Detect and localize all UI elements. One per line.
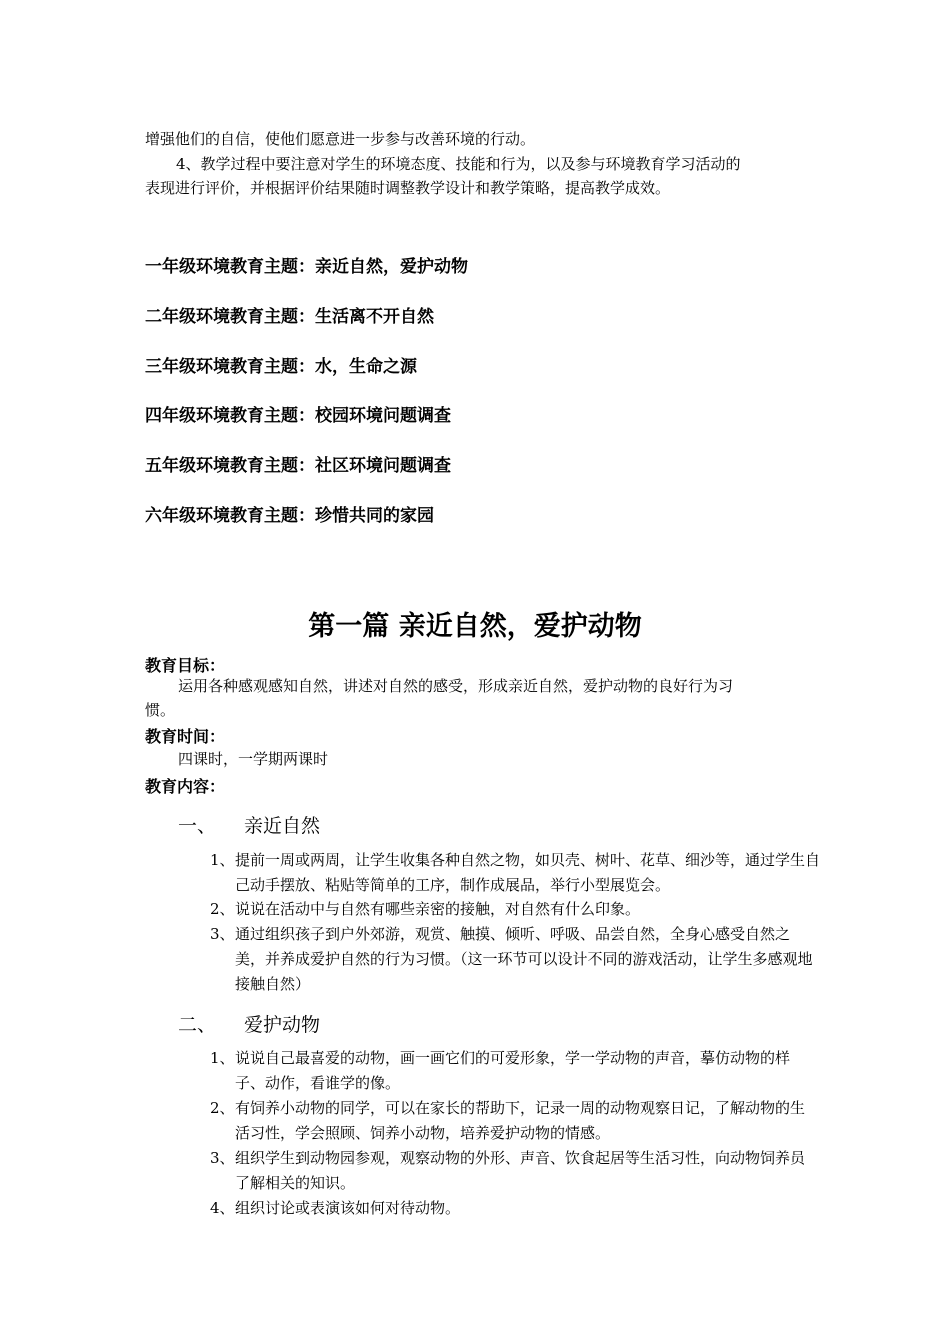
item-text: 提前一周或两周，让学生收集各种自然之物，如贝壳、树叶、花草、细沙等，通过学生自己动手摆放、粘贴等简单的工序，制作成展品，举行小型展览会。 [235,851,821,894]
section-number: 一、 [178,815,217,837]
intro-line-2: 4、教学过程中要注意对学生的环境态度、技能和行为，以及参与环境教育学习活动的 [176,155,741,173]
chapter-title: 第一篇 亲近自然，爱护动物 [308,611,642,642]
section-number: 二、 [178,1014,217,1036]
section-title: 亲近自然 [244,815,321,837]
section-heading [178,811,320,838]
theme-grade-6: 六年级环境教育主题：珍惜共同的家园 [145,506,434,526]
item-text: 有饲养小动物的同学，可以在家长的帮助下，记录一周的动物观察日记，了解动物的生活习性，学会照顾、饲养小动物，培养爱护动物的情感。 [235,1099,806,1142]
section-heading [178,1010,320,1037]
theme-grade-4: 四年级环境教育主题：校园环境问题调查 [145,406,451,426]
item-number: 3、 [210,1149,235,1167]
time-label: 教育时间： [145,727,226,746]
item-text: 说说自己最喜爱的动物，画一画它们的可爱形象，学一学动物的声音，摹仿动物的样子、动作，看谁学的像。 [235,1049,791,1092]
item-number: 3、 [210,925,235,943]
item-number: 1、 [210,851,235,869]
theme-grade-2: 二年级环境教育主题：生活离不开自然 [145,307,434,327]
goal-label: 教育目标： [145,656,226,675]
theme-grade-3: 三年级环境教育主题：水，生命之源 [145,357,417,377]
intro-line-1: 增强他们的自信，使他们愿意进一步参与改善环境的行动。 [145,130,536,148]
time-text: 四课时，一学期两课时 [178,750,329,768]
item-number: 4、 [210,1199,235,1217]
item-number: 1、 [210,1049,235,1067]
item-text: 说说在活动中与自然有哪些亲密的接触，对自然有什么印象。 [235,900,641,918]
section-title: 爱护动物 [244,1014,321,1036]
theme-grade-1: 一年级环境教育主题：亲近自然，爱护动物 [145,257,468,277]
item-text: 组织学生到动物园参观，观察动物的外形、声音、饮食起居等生活习性，向动物饲养员了解相关的知识。 [235,1149,806,1192]
goal-line-1: 运用各种感观感知自然，讲述对自然的感受，形成亲近自然，爱护动物的良好行为习 [178,677,734,695]
item-number: 2、 [210,900,235,918]
item-number: 2、 [210,1099,235,1117]
content-label: 教育内容： [145,777,226,796]
goal-line-2: 惯。 [145,701,176,719]
intro-line-3: 表现进行评价，并根据评价结果随时调整教学设计和教学策略，提高教学成效。 [145,179,671,197]
item-text: 组织讨论或表演该如何对待动物。 [235,1199,461,1217]
item-text: 通过组织孩子到户外郊游，观赏、触摸、倾听、呼吸、品尝自然，全身心感受自然之美，并养成爱护自然的行为习惯。（这一环节可以设计不同的游戏活动，让学生多感观地接触自然） [235,925,813,993]
theme-grade-5: 五年级环境教育主题：社区环境问题调查 [145,456,451,476]
